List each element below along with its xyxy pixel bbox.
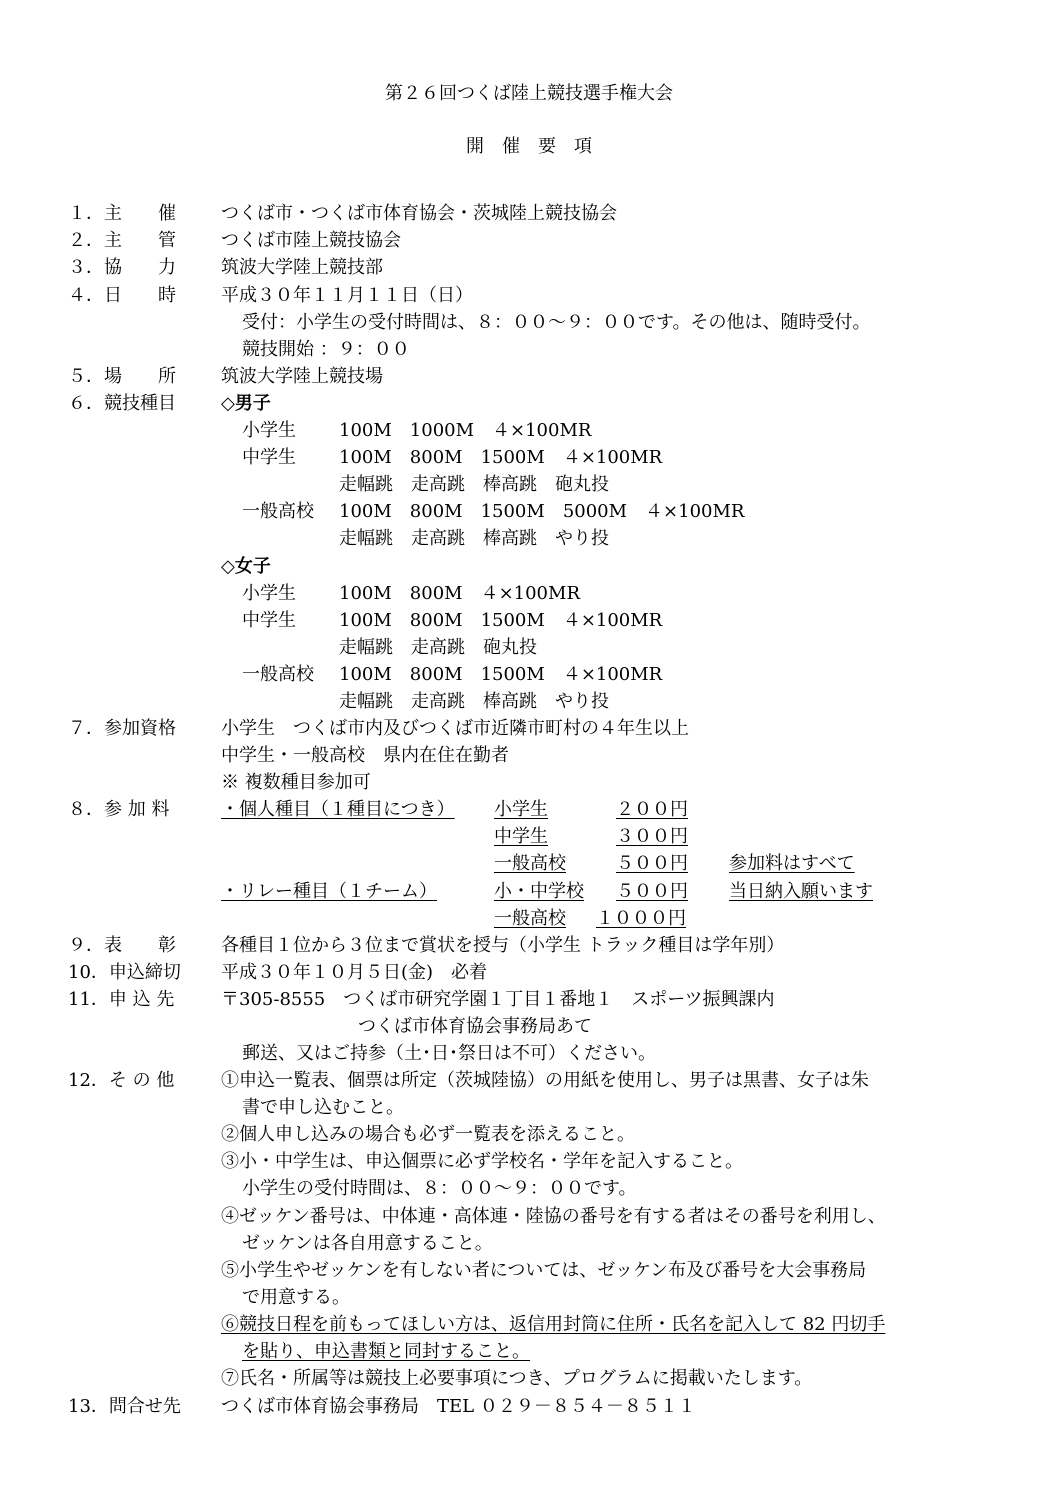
fee-note: 当日納入願います	[729, 881, 873, 902]
other-line: ゼッケンは各自用意すること。	[242, 1233, 493, 1254]
item-5-text: 筑波大学陸上競技場	[221, 366, 383, 387]
item-10-label: 10．申込締切	[68, 962, 181, 983]
women-header: ◇女子	[221, 556, 271, 577]
other-line: ⑤小学生やゼッケンを有しない者については、ゼッケン布及び番号を大会事務局	[221, 1260, 867, 1281]
other-line: ④ゼッケン番号は、中体連・高体連・陸協の番号を有する者はその番号を利用し、	[221, 1206, 886, 1227]
other-line: を貼り、申込書類と同封すること。	[242, 1341, 530, 1362]
item-6-label: ６．競技種目	[68, 393, 176, 414]
fee-price: ３００円	[616, 826, 688, 847]
item-7-line: 小学生 つくば市内及びつくば市近隣市町村の４年生以上	[221, 718, 689, 739]
men-events: 100M 800M 1500M ４×100MR	[339, 447, 663, 468]
item-2-label: ２．主 管	[68, 230, 176, 251]
women-events: 100M 800M 1500M ４×100MR	[339, 664, 663, 685]
item-11-line: つくば市体育協会事務局あて	[358, 1016, 592, 1037]
item-4-start: 競技開始 ：９：００	[242, 339, 410, 360]
item-4-reception: 受付：小学生の受付時間は、８：００～９：００です。その他は、随時受付。	[242, 312, 871, 333]
men-grade: 小学生	[242, 420, 296, 441]
other-line: ③小・中学生は、申込個票に必ず学校名・学年を記入すること。	[221, 1151, 743, 1172]
women-grade: 一般高校	[242, 664, 314, 685]
item-5-label: ５．場 所	[68, 366, 176, 387]
men-events: 走幅跳 走高跳 棒高跳 砲丸投	[339, 474, 609, 495]
fee-note: 参加料はすべて	[729, 853, 855, 874]
men-events: 走幅跳 走高跳 棒高跳 やり投	[339, 528, 609, 549]
other-line: ⑥競技日程を前もってほしい方は、返信用封筒に住所・氏名を記入して 82 円切手	[221, 1314, 886, 1335]
item-10-text: 平成３０年１０月５日(金) 必着	[221, 962, 488, 983]
item-1-text: つくば市・つくば市体育協会・茨城陸上競技協会	[221, 203, 617, 224]
page-title: 第２６回つくば陸上競技選手権大会	[385, 83, 673, 104]
item-7-label: ７．参加資格	[68, 718, 176, 739]
item-1-label: １．主 催	[68, 203, 176, 224]
item-11-line: 郵送、又はご持参（土･日･祭日は不可）ください。	[242, 1043, 656, 1064]
page-subtitle: 開 催 要 項	[466, 136, 592, 157]
item-2-text: つくば市陸上競技協会	[221, 230, 401, 251]
fee-grade: 一般高校	[494, 853, 566, 874]
fee-grade: 小・中学校	[494, 881, 584, 902]
item-9-text: 各種目１位から３位まで賞状を授与（小学生 トラック種目は学年別）	[221, 935, 785, 956]
other-line: ⑦氏名・所属等は競技上必要事項につき、プログラムに掲載いたします。	[221, 1368, 813, 1389]
item-4-label: ４．日 時	[68, 285, 176, 306]
women-events: 100M 800M 1500M ４×100MR	[339, 610, 663, 631]
women-events: 100M 800M ４×100MR	[339, 583, 580, 604]
item-3-label: ３．協 力	[68, 257, 176, 278]
other-line: 小学生の受付時間は、８：００～９：００です。	[242, 1178, 637, 1199]
women-events: 走幅跳 走高跳 砲丸投	[339, 637, 537, 658]
women-grade: 小学生	[242, 583, 296, 604]
other-line: で用意する。	[242, 1287, 350, 1308]
item-8-label: ８．参 加 料	[68, 799, 170, 820]
fee-price: ２００円	[616, 799, 688, 820]
item-7-line: 中学生・一般高校 県内在住在勤者	[221, 745, 509, 766]
men-header: ◇男子	[221, 393, 271, 414]
men-events: 100M 800M 1500M 5000M ４×100MR	[339, 501, 745, 522]
other-line: ②個人申し込みの場合も必ず一覧表を添えること。	[221, 1124, 635, 1145]
item-13-label: 13．問合せ先	[68, 1396, 181, 1417]
fee-grade: 一般高校	[494, 908, 566, 929]
other-line: 書で申し込むこと。	[242, 1097, 404, 1118]
item-4-text: 平成３０年１１月１１日（日）	[221, 285, 473, 306]
item-3-text: 筑波大学陸上競技部	[221, 257, 383, 278]
fee-grade: 中学生	[494, 826, 548, 847]
item-12-label: 12．そ の 他	[68, 1070, 175, 1091]
other-line: ①申込一覧表、個票は所定（茨城陸協）の用紙を使用し、男子は黒書、女子は朱	[221, 1070, 869, 1091]
fee-price: ５００円	[616, 881, 688, 902]
item-9-label: ９．表 彰	[68, 935, 176, 956]
item-11-line: 〒305-8555 つくば市研究学園１丁目１番地１ スポーツ振興課内	[221, 989, 775, 1010]
women-grade: 中学生	[242, 610, 296, 631]
fee-price: ５００円	[616, 853, 688, 874]
item-11-label: 11．申 込 先	[68, 989, 175, 1010]
women-events: 走幅跳 走高跳 棒高跳 やり投	[339, 691, 609, 712]
fee-individual: ・個人種目（１種目につき）	[221, 799, 455, 820]
men-events: 100M 1000M ４×100MR	[339, 420, 592, 441]
men-grade: 中学生	[242, 447, 296, 468]
fee-relay: ・リレー種目（１チーム）	[221, 881, 437, 902]
item-7-line: ※ 複数種目参加可	[221, 772, 371, 793]
fee-grade: 小学生	[494, 799, 548, 820]
men-grade: 一般高校	[242, 501, 314, 522]
fee-price: １０００円	[596, 908, 686, 929]
item-13-text: つくば市体育協会事務局 TEL ０２９－８５４－８５１１	[221, 1396, 696, 1417]
